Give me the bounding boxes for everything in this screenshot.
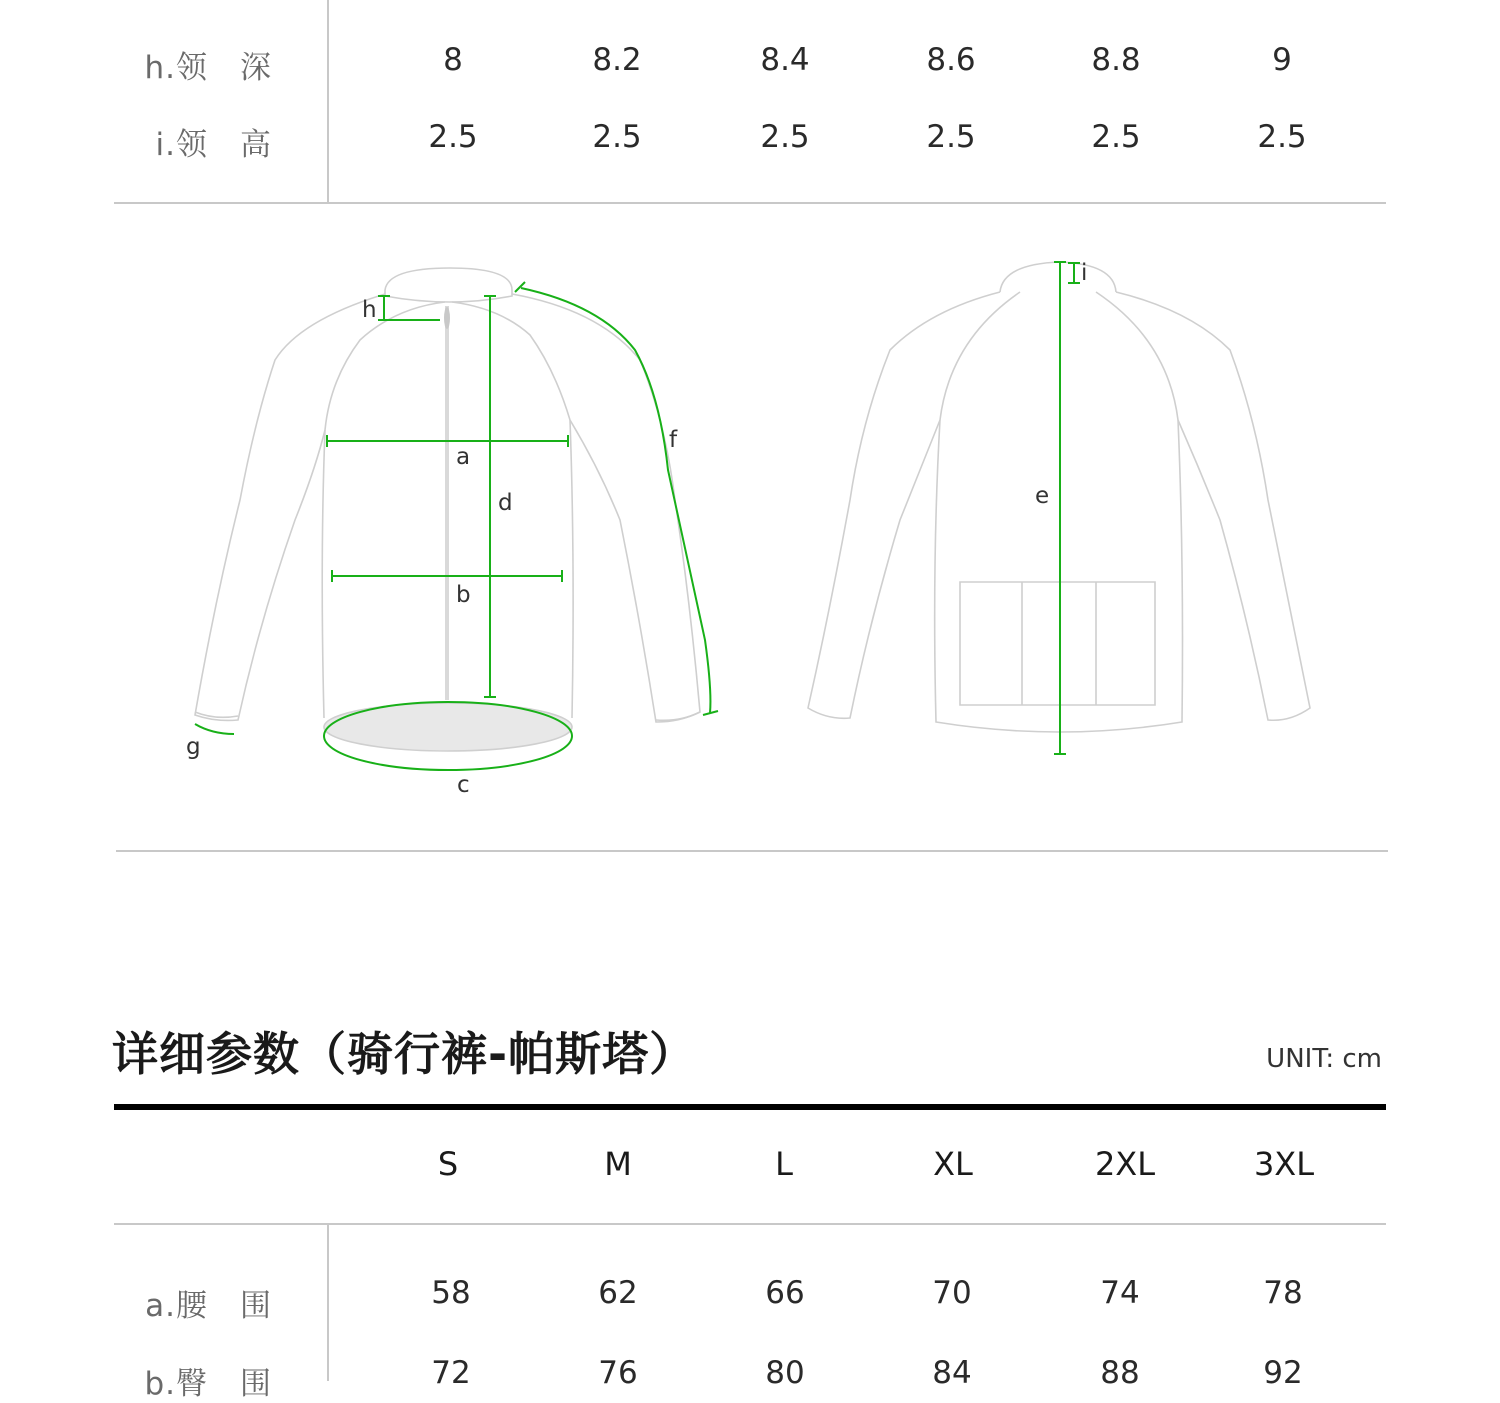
size-header-3xl: 3XL	[1253, 1145, 1315, 1183]
table-divider-vertical-top	[327, 0, 329, 203]
section-title-rule	[114, 1104, 1386, 1110]
measure-label-i: i	[1081, 260, 1088, 286]
table-cell: 8.8	[1091, 42, 1141, 78]
table-cell: 76	[598, 1355, 638, 1391]
table-cell: 78	[1263, 1275, 1303, 1311]
size-header-s: S	[437, 1145, 459, 1183]
unit-label: UNIT: cm	[1266, 1044, 1382, 1074]
size-header-xl: XL	[933, 1145, 973, 1183]
measure-label-g: g	[186, 734, 201, 760]
table-cell: 2.5	[926, 119, 976, 155]
table-cell: 66	[765, 1275, 805, 1311]
table-cell: 8.2	[592, 42, 642, 78]
table-cell: 2.5	[1257, 119, 1307, 155]
table-cell: 2.5	[428, 119, 478, 155]
table-bottom-divider	[114, 202, 1386, 204]
table-cell: 62	[598, 1275, 638, 1311]
table-cell: 8.6	[926, 42, 976, 78]
row-label-collar-height: i.领 高	[155, 127, 272, 163]
table-cell: 2.5	[592, 119, 642, 155]
table-cell: 88	[1100, 1355, 1140, 1391]
table-cell: 8.4	[760, 42, 810, 78]
table-divider-vertical-pants	[327, 1225, 329, 1381]
table-cell: 84	[932, 1355, 972, 1391]
row-label-neck-depth: h.领 深	[144, 50, 272, 86]
table-cell: 92	[1263, 1355, 1303, 1391]
table-cell: 58	[431, 1275, 471, 1311]
measure-label-d: d	[498, 490, 513, 516]
jersey-hem	[324, 703, 572, 751]
header-divider	[114, 1223, 1386, 1225]
jersey-measurement-diagram	[0, 205, 1500, 850]
table-cell: 2.5	[760, 119, 810, 155]
table-cell: 74	[1100, 1275, 1140, 1311]
table-cell: 2.5	[1091, 119, 1141, 155]
back-measure-lines	[1054, 262, 1080, 754]
measure-label-e: e	[1035, 483, 1050, 509]
zipper-pull	[444, 307, 450, 329]
table-cell: 72	[431, 1355, 471, 1391]
measure-label-h: h	[362, 297, 377, 323]
measure-label-b: b	[456, 582, 471, 608]
row-label-hip: b.臀 围	[144, 1366, 272, 1402]
table-cell: 9	[1272, 42, 1292, 78]
front-measure-lines	[195, 282, 718, 770]
diagram-bottom-divider	[116, 850, 1388, 852]
measure-label-a: a	[456, 444, 471, 470]
row-label-waist: a.腰 围	[145, 1288, 272, 1324]
section-title: 详细参数（骑行裤-帕斯塔）	[112, 1027, 697, 1081]
size-header-m: M	[604, 1145, 632, 1183]
table-cell: 8	[443, 42, 463, 78]
measure-label-f: f	[669, 427, 678, 453]
measure-label-c: c	[457, 772, 470, 798]
size-header-2xl: 2XL	[1094, 1145, 1156, 1183]
table-cell: 70	[932, 1275, 972, 1311]
table-cell: 80	[765, 1355, 805, 1391]
size-header-l: L	[775, 1145, 793, 1183]
